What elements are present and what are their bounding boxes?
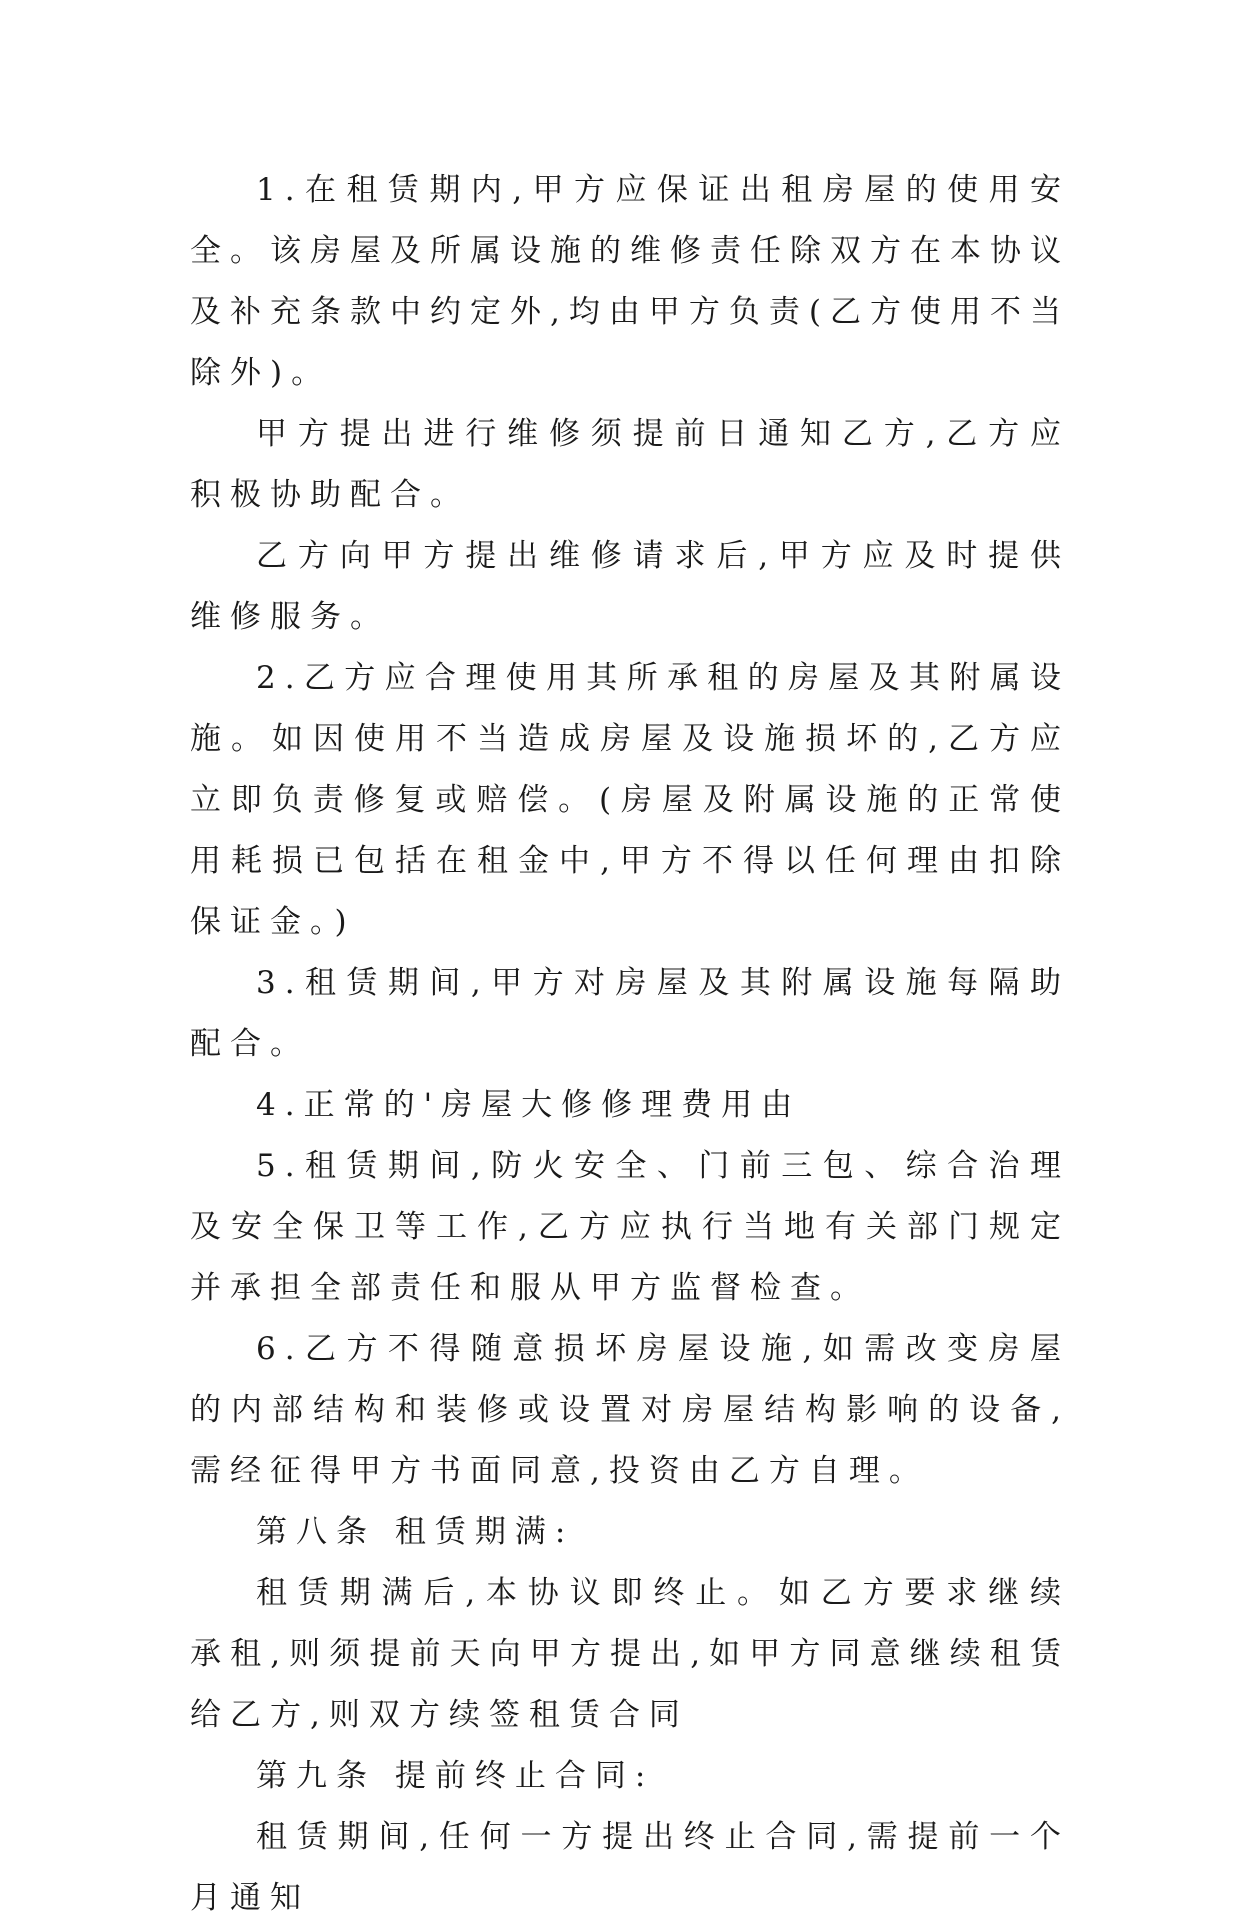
- paragraph-repair-notice: 甲方提出进行维修须提前日通知乙方,乙方应积极协助配合。: [190, 416, 1070, 513]
- paragraph-repair-request: 乙方向甲方提出维修请求后,甲方应及时提供维修服务。: [190, 538, 1070, 635]
- heading-article-9: 第九条 提前终止合同:: [256, 1758, 655, 1794]
- paragraph-clause-5: 5.租赁期间,防火安全、门前三包、综合治理及安全保卫等工作,乙方应执行当地有关部门规定并承担全部责任和服从甲方监督检查。: [190, 1148, 1070, 1306]
- paragraph-early-termination: 租赁期间,任何一方提出终止合同,需提前一个月通知: [190, 1819, 1070, 1916]
- document-body: [190, 160, 1070, 1929]
- paragraph-lease-expiry: 租赁期满后,本协议即终止。如乙方要求继续承租,则须提前天向甲方提出,如甲方同意继续租赁给乙方,则双方续签租赁合同: [190, 1575, 1070, 1733]
- paragraph-clause-1: 1.在租赁期内,甲方应保证出租房屋的使用安全。该房屋及所属设施的维修责任除双方在本协议及补充条款中约定外,均由甲方负责(乙方使用不当除外)。: [190, 172, 1070, 391]
- paragraph-clause-2: 2.乙方应合理使用其所承租的房屋及其附属设施。如因使用不当造成房屋及设施损坏的,乙方应立即负责修复或赔偿。(房屋及附属设施的正常使用耗损已包括在租金中,甲方不得以任何理由扣除保证金。): [190, 660, 1070, 940]
- heading-article-8: 第八条 租赁期满:: [256, 1514, 575, 1550]
- paragraph-clause-6: 6.乙方不得随意损坏房屋设施,如需改变房屋的内部结构和装修或设置对房屋结构影响的设备,需经征得甲方书面同意,投资由乙方自理。: [190, 1331, 1070, 1489]
- paragraph-clause-4: 4.正常的'房屋大修修理费用由: [256, 1087, 802, 1123]
- paragraph-clause-3: 3.租赁期间,甲方对房屋及其附属设施每隔助配合。: [190, 965, 1070, 1062]
